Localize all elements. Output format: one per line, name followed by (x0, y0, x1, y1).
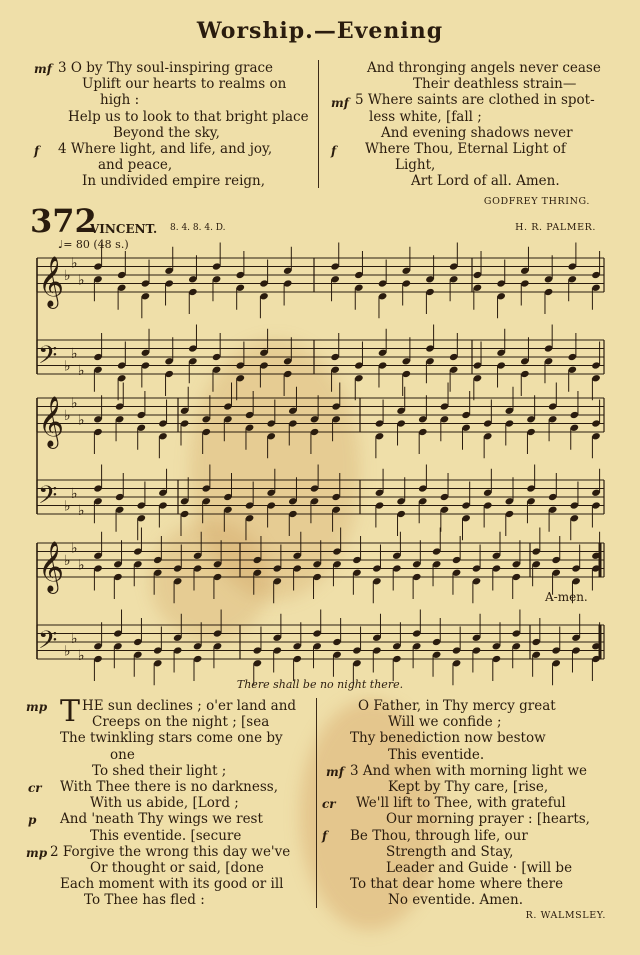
treble-clef: 𝄞 (38, 396, 65, 447)
verse-line: Creeps on the night ; [sea (92, 714, 270, 731)
dynamic-mark: mp (26, 846, 48, 860)
verse-line: And 'neath Thy wings we rest (60, 811, 263, 828)
verse-line: 3 And when with morning light we (350, 762, 588, 779)
dynamic-mark: mf (326, 765, 344, 779)
flat-sign: ♭ (78, 272, 85, 289)
bass-clef: 𝄢 (38, 341, 58, 376)
verse-line: high : (100, 92, 140, 109)
verse-line: Uplift our hearts to realms on (82, 76, 287, 93)
verse-line: With Thee there is no darkness, (60, 779, 278, 796)
verse-line: Will we confide ; (388, 714, 502, 731)
flat-sign: ♭ (71, 485, 78, 502)
meter: 8. 4. 8. 4. D. (170, 223, 226, 233)
author-credit: GODFREY THRING. (483, 196, 590, 207)
flat-sign: ♭ (64, 408, 71, 424)
flat-sign: ♭ (71, 540, 78, 557)
verse-line: This eventide. [secure (90, 827, 242, 844)
hymn-caption: There shall be no night there. (236, 678, 404, 691)
verse-line: O Father, in Thy mercy great (358, 698, 556, 714)
verse-line: Help us to look to that bright place (68, 108, 309, 125)
verse-line: In undivided empire reign, (82, 173, 266, 190)
verse-block-bottom-left (50, 694, 305, 909)
flat-sign: ♭ (78, 362, 85, 379)
composer-credit: H. R. PALMER. (515, 222, 596, 233)
verse-line: No eventide. Amen. (388, 892, 524, 909)
flat-sign: ♭ (71, 630, 78, 647)
verse-line: Each moment with its good or ill (60, 876, 284, 893)
flat-sign: ♭ (64, 498, 71, 515)
tune-name: VINCENT. (90, 222, 158, 236)
flat-sign: ♭ (71, 395, 78, 412)
verse-line: 2 Forgive the wrong this day we've (50, 843, 291, 860)
dynamic-mark: cr (28, 781, 42, 795)
verse-line: With us abide, [Lord ; (90, 795, 239, 812)
verse-line: Beyond the sky, (113, 124, 220, 141)
verse-line: Their deathless strain— (413, 76, 577, 93)
treble-clef: 𝄞 (38, 541, 65, 592)
hymn-number: 372 (30, 202, 97, 240)
dynamic-mark: cr (322, 797, 336, 811)
dynamic-mark: f (331, 144, 337, 158)
column-divider (316, 698, 317, 908)
flat-sign: ♭ (78, 557, 85, 574)
amen-label: A-men. (545, 590, 588, 604)
verse-line: This eventide. (388, 746, 485, 763)
verse-line: 3 O by Thy soul-inspiring grace (58, 60, 274, 76)
dynamic-mark: f (34, 144, 40, 158)
verse-line: Strength and Stay, (386, 843, 514, 860)
drop-cap: T (60, 694, 81, 729)
verse-line: To shed their light ; (92, 762, 227, 779)
treble-clef: 𝄞 (38, 256, 65, 307)
verse-line: Light, (395, 157, 436, 174)
verse-line: To Thee has fled : (84, 892, 205, 909)
dynamic-mark: p (28, 813, 37, 827)
flat-sign: ♭ (71, 255, 78, 272)
flat-sign: ♭ (78, 502, 85, 519)
verse-line: one (110, 746, 135, 763)
verse-line: To that dear home where there (350, 876, 564, 893)
verse-line: And thronging angels never cease (367, 60, 601, 76)
flat-sign: ♭ (78, 412, 85, 429)
flat-sign: ♭ (71, 345, 78, 362)
page-title: Worship.—Evening (196, 18, 444, 44)
verse-line: Art Lord of all. Amen. (411, 173, 560, 190)
verse-line: 5 Where saints are clothed in spot- (355, 92, 595, 109)
verse-line: And evening shadows never (381, 124, 573, 141)
verse-line: and peace, (98, 157, 173, 174)
dynamic-mark: mf (331, 96, 349, 110)
flat-sign: ♭ (64, 643, 71, 660)
dynamic-mark: mf (34, 62, 52, 76)
flat-sign: ♭ (64, 358, 71, 375)
verse-text: HE sun declines ; o'er land and (82, 698, 297, 714)
flat-sign: ♭ (64, 553, 71, 569)
verse-line: 4 Where light, and life, and joy, (58, 141, 273, 158)
bass-clef: 𝄢 (38, 626, 58, 661)
verse-line: Our morning prayer : [hearts, (386, 811, 590, 828)
dynamic-mark: mp (26, 700, 48, 714)
dynamic-mark: f (322, 829, 328, 843)
verse-block-bottom-right (350, 698, 610, 909)
verse-line: Or thought or said, [done (90, 860, 264, 877)
tempo-marking: ♩= 80 (48 s.) (58, 238, 129, 251)
flat-sign: ♭ (78, 647, 85, 664)
verse-line: Kept by Thy care, [rise, (388, 779, 549, 796)
bass-clef: 𝄢 (38, 481, 58, 516)
verse-line: We'll lift to Thee, with grateful (356, 795, 566, 812)
verse-line: Be Thou, through life, our (350, 827, 528, 844)
flat-sign: ♭ (64, 268, 71, 284)
verse-line: less white, [fall ; (369, 108, 482, 125)
verse-line: Leader and Guide · [will be (386, 860, 573, 877)
verse-line: The twinkling stars come one by (60, 730, 283, 747)
verse-line: Thy benediction now bestow (350, 730, 546, 747)
author-credit: R. WALMSLEY. (525, 910, 606, 921)
verse-line: Where Thou, Eternal Light of (365, 141, 566, 158)
